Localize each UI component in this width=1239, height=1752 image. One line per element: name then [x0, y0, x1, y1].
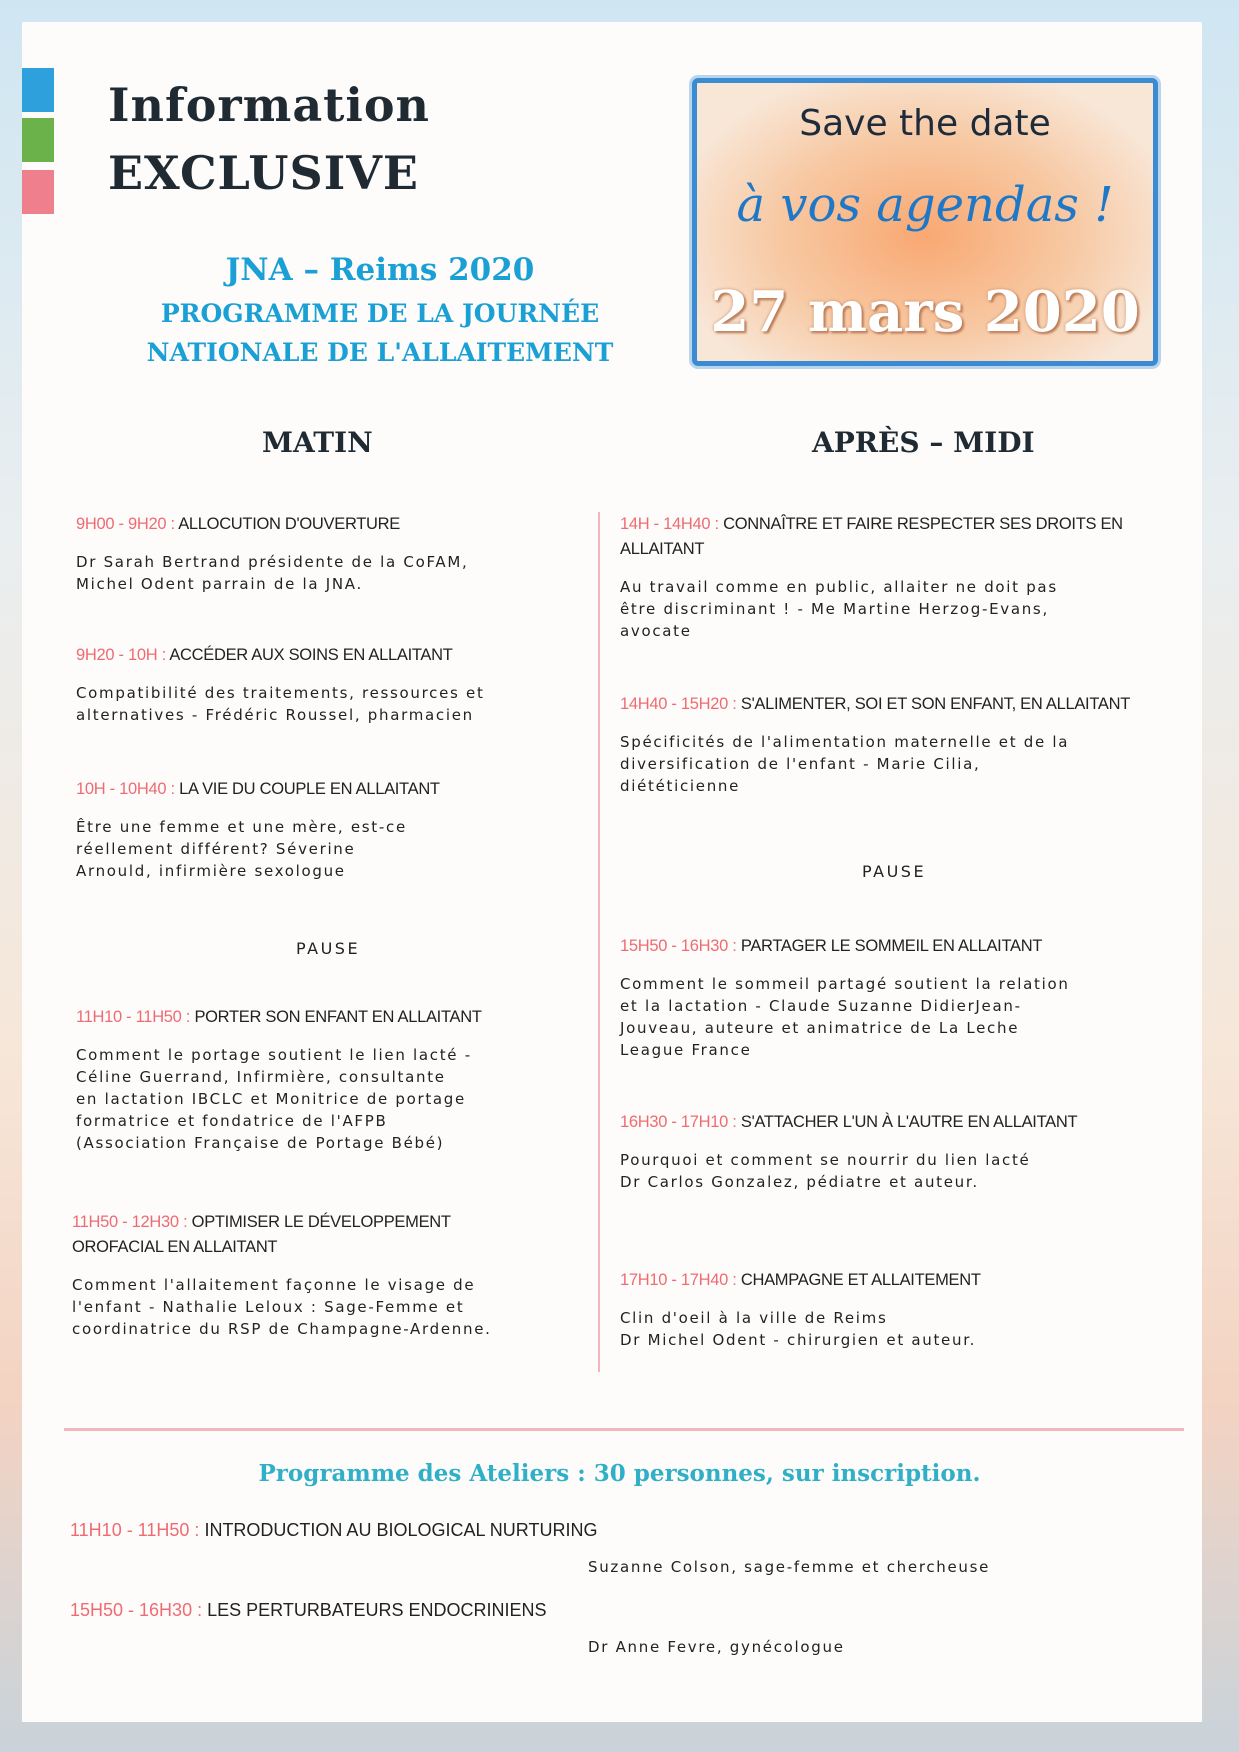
- session-name: OPTIMISER LE DÉVELOPPEMENT: [191, 1213, 451, 1231]
- session-name: CONNAÎTRE ET FAIRE RESPECTER SES DROITS EN: [723, 515, 1123, 533]
- morning-session: [76, 1005, 596, 1154]
- morning-heading: MATIN: [262, 426, 373, 459]
- session-time: 11H10 - 11H50 :: [76, 1008, 191, 1026]
- session-title: [620, 512, 1190, 562]
- jna-title: JNA – Reims 2020: [225, 252, 535, 288]
- pink-color-bar: [22, 170, 54, 214]
- morning-session: [76, 512, 596, 595]
- session-name: S'ALIMENTER, SOI ET SON ENFANT, EN ALLAITANT: [740, 695, 1130, 713]
- atelier-title: 15H50 - 16H30 : LES PERTURBATEURS ENDOCRINIENS: [70, 1600, 547, 1620]
- ateliers-title: Programme des Ateliers : 30 personnes, sur inscription.: [258, 1460, 981, 1487]
- blue-color-bar: [22, 68, 54, 112]
- jna-subtitle-1: PROGRAMME DE LA JOURNÉE: [160, 299, 600, 328]
- afternoon-heading: APRÈS – MIDI: [812, 426, 1035, 459]
- session-description: Être une femme et une mère, est-ce réellement différent? Séverine Arnould, infirmière sexologue: [76, 818, 407, 880]
- session-time: 16H30 - 17H10 :: [620, 1113, 737, 1131]
- save-the-date-label: Save the date: [799, 103, 1051, 144]
- session-description: Compatibilité des traitements, ressources et alternatives - Frédéric Roussel, pharmacien: [76, 684, 485, 724]
- atelier-speaker: Suzanne Colson, sage-femme et chercheuse: [588, 1558, 991, 1576]
- section-divider: [64, 1428, 1184, 1431]
- session-time: 14H - 14H40 :: [620, 515, 719, 533]
- afternoon-session: [620, 1110, 1190, 1193]
- green-color-bar: [22, 118, 54, 162]
- session-time: 9H00 - 9H20 :: [76, 515, 175, 533]
- session-title: [76, 1005, 596, 1030]
- title-information: Information: [108, 78, 430, 132]
- session-title: [620, 1110, 1190, 1135]
- morning-pause: PAUSE: [296, 939, 361, 958]
- session-title: [76, 643, 596, 668]
- session-name: ACCÉDER AUX SOINS EN ALLAITANT: [169, 646, 453, 664]
- session-name: CHAMPAGNE ET ALLAITEMENT: [740, 1271, 981, 1289]
- session-name: ALLOCUTION D'OUVERTURE: [178, 515, 400, 533]
- morning-session: [72, 1210, 592, 1340]
- session-name: S'ATTACHER L'UN À L'AUTRE EN ALLAITANT: [740, 1113, 1078, 1131]
- atelier-speaker: Dr Anne Fevre, gynécologue: [588, 1638, 845, 1656]
- session-description: Spécificités de l'alimentation maternelle et de la diversification de l'enfant - Marie Cilia, diététicienne: [620, 733, 1070, 795]
- session-name-cont: OROFACIAL EN ALLAITANT: [72, 1238, 278, 1256]
- column-divider: [598, 512, 600, 1372]
- session-description: Au travail comme en public, allaiter ne doit pas être discriminant ! - Me Martine Herzog-Evans, avocate: [620, 578, 1058, 640]
- session-description: Comment l'allaitement façonne le visage de l'enfant - Nathalie Leloux : Sage-Femme et coordinatrice du RSP de Champagne-Ardenne.: [72, 1276, 492, 1338]
- afternoon-pause: PAUSE: [862, 862, 927, 881]
- title-exclusive: EXCLUSIVE: [108, 146, 419, 200]
- save-the-date-agendas: à vos agendas !: [736, 177, 1114, 233]
- session-title: [620, 692, 1190, 717]
- session-time: 14H40 - 15H20 :: [620, 695, 737, 713]
- morning-session: [76, 777, 596, 882]
- session-description: Comment le portage soutient le lien lacté - Céline Guerrand, Infirmière, consultante en lactation IBCLC et Monitrice de portage formatrice et fondatrice de l'AFPB (Association Française de Portage Bébé): [76, 1046, 472, 1152]
- afternoon-session: [620, 512, 1190, 642]
- atelier-title: 11H10 - 11H50 : INTRODUCTION AU BIOLOGICAL NURTURING: [70, 1520, 598, 1540]
- session-description: Comment le sommeil partagé soutient la relation et la lactation - Claude Suzanne DidierJean- Jouveau, auteure et animatrice de La Leche League France: [620, 975, 1070, 1059]
- session-time: 17H10 - 17H40 :: [620, 1271, 737, 1289]
- session-name-cont: ALLAITANT: [620, 540, 705, 558]
- save-the-date-box: [692, 78, 1158, 366]
- session-time: 15H50 - 16H30 :: [620, 937, 737, 955]
- session-name: PARTAGER LE SOMMEIL EN ALLAITANT: [740, 937, 1043, 955]
- session-time: 11H50 - 12H30 :: [72, 1213, 188, 1231]
- afternoon-session: [620, 1268, 1190, 1351]
- afternoon-session: [620, 692, 1190, 797]
- session-description: Pourquoi et comment se nourrir du lien lacté Dr Carlos Gonzalez, pédiatre et auteur.: [620, 1151, 1031, 1191]
- session-title: [72, 1210, 592, 1260]
- session-title: [76, 777, 596, 802]
- session-name: PORTER SON ENFANT EN ALLAITANT: [194, 1008, 482, 1026]
- session-description: Dr Sarah Bertrand présidente de la CoFAM, Michel Odent parrain de la JNA.: [76, 553, 469, 593]
- afternoon-session: [620, 934, 1190, 1061]
- session-description: Clin d'oeil à la ville de Reims Dr Michel Odent - chirurgien et auteur.: [620, 1309, 977, 1349]
- session-name: LA VIE DU COUPLE EN ALLAITANT: [179, 780, 440, 798]
- save-the-date-day: 27 mars 2020: [710, 279, 1140, 345]
- session-time: 9H20 - 10H :: [76, 646, 166, 664]
- jna-subtitle-2: NATIONALE DE L'ALLAITEMENT: [146, 338, 614, 367]
- session-title: [620, 1268, 1190, 1293]
- session-title: [620, 934, 1190, 959]
- session-time: 10H - 10H40 :: [76, 780, 175, 798]
- morning-session: [76, 643, 596, 726]
- session-title: [76, 512, 596, 537]
